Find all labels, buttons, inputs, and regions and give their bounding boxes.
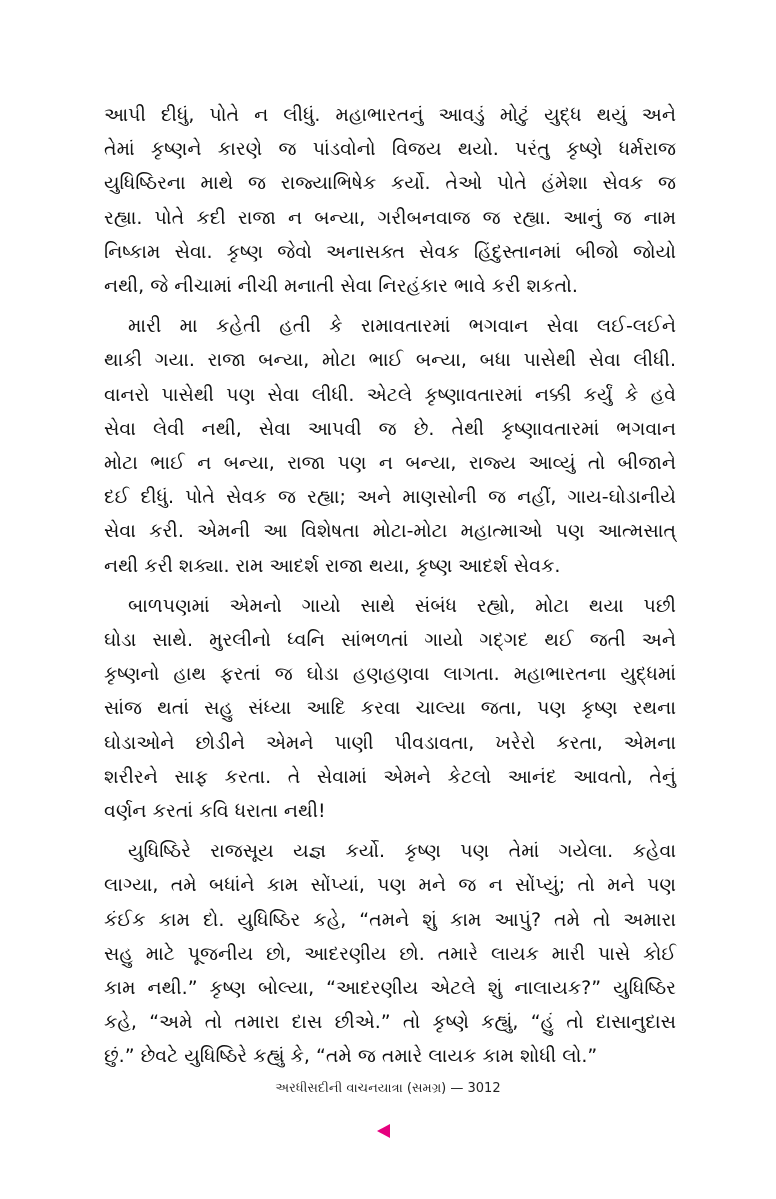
text-line: સાંજ થતાં સહુ સંધ્યા આદિ કરવા ચાલ્યા જતા, પણ કૃષ્ણ રથના: [104, 697, 676, 720]
text-line: દઈ દીધું. પોતે સેવક જ રહ્યા; અને માણસોની જ નહીં, ગાય-ઘોડાનીયે: [104, 486, 676, 509]
text-line: બાળપણમાં એમનો ગાયો સાથે સંબંધ રહ્યો, મોટા થયા પછી: [128, 594, 676, 617]
paragraph-3: [104, 589, 676, 828]
text-line: સેવા કરી. એમની આ વિશેષતા મોટા-મોટા મહાત્માઓ પણ આત્મસાત્: [104, 520, 676, 543]
text-line: શરીરને સાફ કરતા. તે સેવામાં એમને કેટલો આનંદ આવતો, તેનું: [104, 765, 676, 788]
text-line: કૃષ્ણનો હાથ ફરતાં જ ઘોડા હણહણવા લાગતા. મહાભારતના યુદ્ધમાં: [104, 663, 676, 686]
text-line: સેવા લેવી નથી, સેવા આપવી જ છે. તેથી કૃષ્ણાવતારમાં ભગવાન: [104, 417, 676, 440]
text-line: મારી મા કહેતી હતી કે રામાવતારમાં ભગવાન સેવા લઈ-લઈને: [128, 315, 676, 338]
text-line: આપી દીધું, પોતે ન લીધું. મહાભારતનું આવડું મોટું યુદ્ધ થયું અને: [104, 104, 676, 126]
text-line: નથી, જે નીચામાં નીચી મનાતી સેવા નિરહંકાર ભાવે કરી શકતો.: [104, 275, 578, 298]
paragraph-2: [104, 309, 676, 583]
paragraph-4: [104, 834, 676, 1073]
text-line: લાગ્યા, તમે બધાંને કામ સોંપ્યાં, પણ મને જ ન સોંપ્યું; તો મને પણ: [104, 874, 676, 897]
text-line: સહુ માટે પૂજનીય છો, આદરણીય છો. તમારે લાયક મારી પાસે કોઈ: [104, 942, 676, 965]
text-line: થાકી ગયા. રાજા બન્યા, મોટા ભાઈ બન્યા, બધા પાસેથી સેવા લીધી.: [104, 349, 676, 372]
text-line: વર્ણન કરતાં કવિ ધરાતા નથી!: [104, 800, 326, 823]
text-line: વાનરો પાસેથી પણ સેવા લીધી. એટલે કૃષ્ણાવતારમાં નક્કી કર્યું કે હવે: [104, 383, 676, 406]
page-body: [104, 98, 676, 1074]
text-line: યુધિષ્ઠિરના માથે જ રાજ્યાભિષેક કર્યો. તેઓ પોતે હંમેશા સેવક જ: [104, 172, 676, 195]
text-line: કહે, “અમે તો તમારા દાસ છીએ.” તો કૃષ્ણે કહ્યું, “હું તો દાસાનુદાસ: [104, 1011, 676, 1034]
text-line: યુધિષ્ઠિરે રાજસૂય યજ્ઞ કર્યો. કૃષ્ણ પણ તેમાં ગયેલા. કહેવા: [128, 840, 676, 863]
text-line: મોટા ભાઈ ન બન્યા, રાજા પણ ન બન્યા, રાજ્ય આવ્યું તો બીજાને: [104, 452, 676, 475]
text-line: ઘોડાઓને છોડીને એમને પાણી પીવડાવતા, ખરેરો કરતા, એમના: [104, 731, 676, 754]
text-line: નિષ્કામ સેવા. કૃષ્ણ જેવો અનાસક્ત સેવક હિંદુસ્તાનમાં બીજો જોયો: [104, 240, 676, 263]
page-footer: અરધીસદીની વાચનયાત્રા (સમગ્ર) — 3012: [275, 1081, 501, 1096]
previous-page-arrow-icon[interactable]: [377, 1124, 390, 1138]
text-line: કંઈક કામ દો. યુધિષ્ઠિર કહે, “તમને શું કામ આપું? તમે તો અમારા: [104, 908, 676, 931]
text-line: તેમાં કૃષ્ણને કારણે જ પાંડવોનો વિજય થયો. પરંતુ કૃષ્ણે ધર્મરાજ: [104, 138, 676, 161]
text-line: ઘોડા સાથે. મુરલીનો ધ્વનિ સાંભળતાં ગાયો ગદ્ગદ થઈ જતી અને: [104, 629, 676, 652]
text-line: રહ્યા. પોતે કદી રાજા ન બન્યા, ગરીબનવાજ જ રહ્યા. આનું જ નામ: [104, 206, 676, 229]
text-line: કામ નથી.” કૃષ્ણ બોલ્યા, “આદરણીય એટલે શું નાલાયક?” યુધિષ્ઠિર: [104, 977, 676, 1000]
text-line: નથી કરી શક્યા. રામ આદર્શ રાજા થયા, કૃષ્ણ આદર્શ સેવક.: [104, 554, 561, 577]
text-line: છું.” છેવટે યુધિષ્ઠિરે કહ્યું કે, “તમે જ તમારે લાયક કામ શોધી લો.”: [104, 1045, 598, 1068]
paragraph-1: [104, 98, 676, 303]
